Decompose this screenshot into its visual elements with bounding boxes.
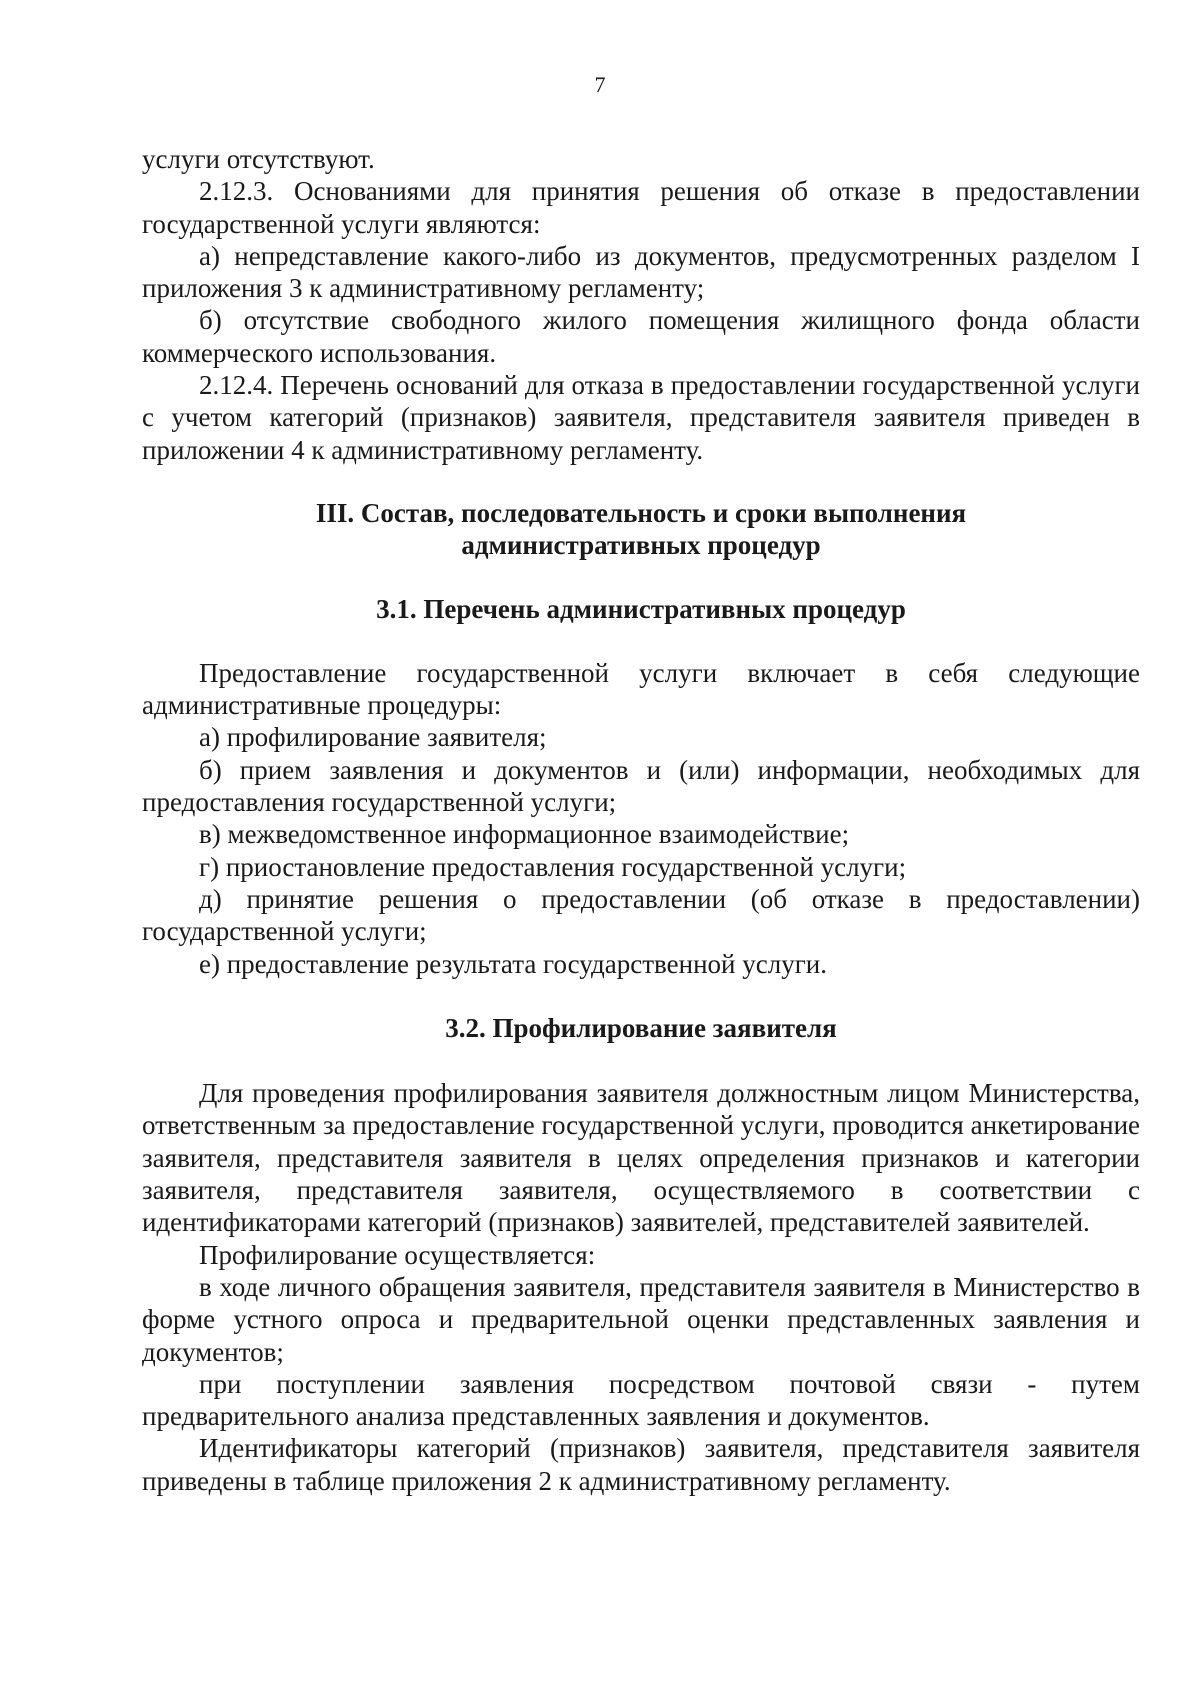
paragraph: услуги отсутствуют. — [142, 144, 375, 174]
list-item: д) принятие решения о предоставлении (об отказе в предоставлении) государственной услуги; — [142, 883, 1140, 947]
paragraph: Профилирование осуществляется: — [199, 1239, 596, 1270]
paragraph: Для проведения профилирования заявителя должностным лицом Министерства, ответственным за предоставление государственной услуги, проводится анкетирование заявителя, представителя заявителя в целях определения признаков и категории заявителя, представителя заявителя, осуществляемого в соответствии с идентификаторами категорий (признаков) заявителей, представителей заявителей. — [142, 1078, 1140, 1238]
subsection-heading: 3.1. Перечень административных процедур — [376, 593, 906, 624]
list-item: б) прием заявления и документов и (или) информации, необходимых для предоставления государственной услуги; — [142, 754, 1140, 818]
paragraph: Предоставление государственной услуги включает в себя следующие административные процедуры: — [142, 657, 1140, 721]
paragraph: в ходе личного обращения заявителя, представителя заявителя в Министерство в форме устного опроса и предварительной оценки представленных заявления и документов; — [142, 1271, 1140, 1367]
section-heading-line: III. Состав, последовательность и сроки выполнения — [315, 497, 967, 528]
document-body — [142, 143, 1140, 1497]
subsection-heading: 3.2. Профилирование заявителя — [445, 1012, 837, 1043]
list-item: б) отсутствие свободного жилого помещения жилищного фонда области коммерческого использования. — [142, 305, 1140, 368]
list-item: а) непредставление какого-либо из документов, предусмотренных разделом I приложения 3 к административному регламенту; — [142, 240, 1140, 304]
list-item: а) профилирование заявителя; — [199, 722, 547, 753]
paragraph: 2.12.4. Перечень оснований для отказа в предоставлении государственной услуги с учетом категорий (признаков) заявителя, представителя заявителя приведен в приложении 4 к административному регламенту. — [142, 370, 1140, 465]
list-item: в) межведомственное информационное взаимодействие; — [199, 819, 850, 850]
paragraph: 2.12.3. Основаниями для принятия решения об отказе в предоставлении государственной услуги являются: — [142, 176, 1140, 239]
list-item: г) приостановление предоставления государственной услуги; — [199, 851, 907, 882]
page-number: 7 — [594, 72, 606, 97]
paragraph: Идентификаторы категорий (признаков) заявителя, представителя заявителя приведены в таблице приложения 2 к административному регламенту. — [142, 1433, 1140, 1496]
section-heading — [142, 497, 1140, 562]
paragraph: при поступлении заявления посредством почтовой связи - путем предварительного анализа представленных заявления и документов. — [142, 1368, 1140, 1432]
section-heading-line: административных процедур — [461, 530, 821, 561]
list-item: е) предоставление результата государственной услуги. — [199, 948, 827, 979]
